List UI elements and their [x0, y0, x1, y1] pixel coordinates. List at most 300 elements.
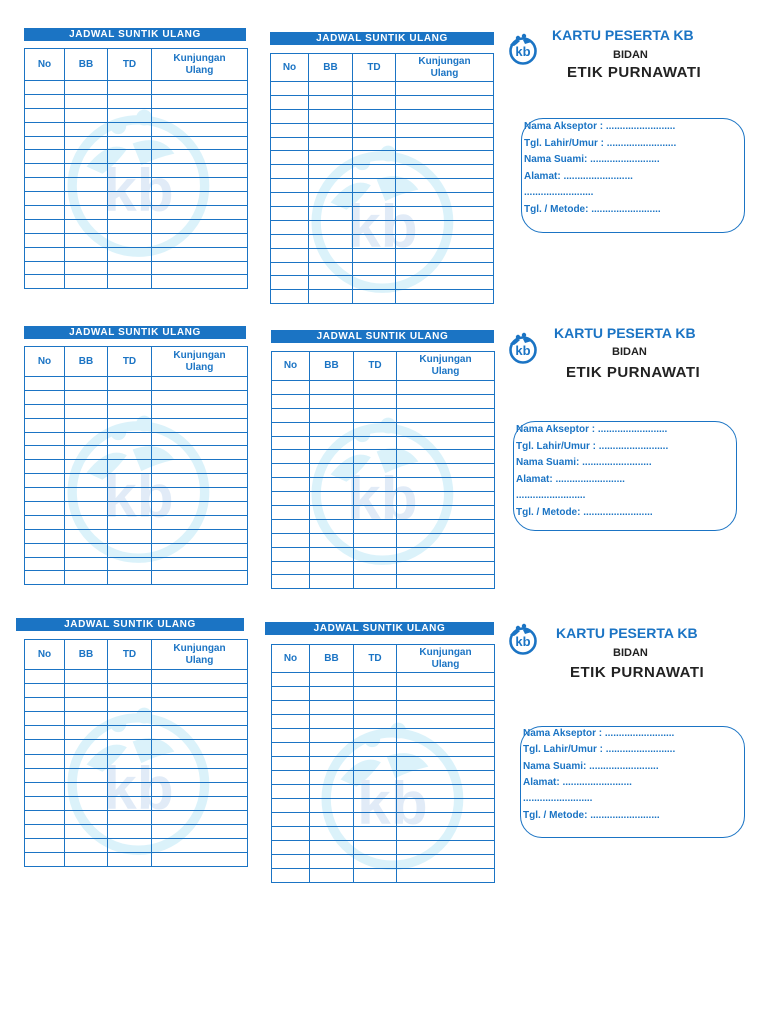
table-cell[interactable]: [272, 855, 310, 869]
table-cell[interactable]: [25, 825, 65, 839]
table-cell[interactable]: [272, 381, 310, 395]
table-cell[interactable]: [65, 796, 108, 810]
table-cell[interactable]: [354, 381, 397, 395]
table-cell[interactable]: [25, 571, 65, 585]
field-tgl-lahir-umur[interactable]: Tgl. Lahir/Umur : .........................: [524, 137, 677, 149]
table-cell[interactable]: [108, 474, 152, 488]
table-cell[interactable]: [108, 684, 152, 698]
table-cell[interactable]: [272, 547, 310, 561]
table-cell[interactable]: [310, 394, 354, 408]
table-cell[interactable]: [271, 290, 309, 304]
table-cell[interactable]: [25, 150, 65, 164]
table-cell[interactable]: [152, 178, 248, 192]
table-cell[interactable]: [354, 813, 397, 827]
table-cell[interactable]: [272, 478, 310, 492]
table-cell[interactable]: [397, 436, 495, 450]
table-cell[interactable]: [354, 827, 397, 841]
table-cell[interactable]: [152, 825, 248, 839]
table-cell[interactable]: [309, 109, 353, 123]
table-cell[interactable]: [152, 474, 248, 488]
table-cell[interactable]: [65, 782, 108, 796]
table-cell[interactable]: [65, 502, 108, 516]
table-cell[interactable]: [309, 82, 353, 96]
table-cell[interactable]: [152, 247, 248, 261]
table-cell[interactable]: [152, 122, 248, 136]
table-cell[interactable]: [152, 698, 248, 712]
table-cell[interactable]: [152, 150, 248, 164]
table-cell[interactable]: [397, 771, 495, 785]
table-cell[interactable]: [108, 261, 152, 275]
table-cell[interactable]: [354, 673, 397, 687]
table-cell[interactable]: [397, 547, 495, 561]
table-cell[interactable]: [272, 533, 310, 547]
table-cell[interactable]: [65, 529, 108, 543]
table-cell[interactable]: [65, 206, 108, 220]
table-cell[interactable]: [354, 533, 397, 547]
table-cell[interactable]: [152, 543, 248, 557]
table-cell[interactable]: [152, 796, 248, 810]
table-cell[interactable]: [152, 377, 248, 391]
table-cell[interactable]: [354, 869, 397, 883]
table-cell[interactable]: [354, 687, 397, 701]
table-cell[interactable]: [397, 715, 495, 729]
table-cell[interactable]: [310, 687, 354, 701]
table-cell[interactable]: [354, 506, 397, 520]
table-cell[interactable]: [108, 796, 152, 810]
field-nama-suami[interactable]: Nama Suami: .........................: [524, 154, 660, 165]
table-cell[interactable]: [396, 95, 494, 109]
table-cell[interactable]: [25, 247, 65, 261]
table-cell[interactable]: [25, 502, 65, 516]
table-cell[interactable]: [152, 768, 248, 782]
table-cell[interactable]: [272, 422, 310, 436]
field-nama-akseptor[interactable]: Nama Akseptor : .........................: [523, 728, 675, 739]
table-cell[interactable]: [310, 381, 354, 395]
table-cell[interactable]: [353, 234, 396, 248]
table-cell[interactable]: [397, 575, 495, 589]
table-cell[interactable]: [152, 670, 248, 684]
table-cell[interactable]: [271, 109, 309, 123]
table-cell[interactable]: [310, 785, 354, 799]
table-cell[interactable]: [309, 151, 353, 165]
table-cell[interactable]: [353, 179, 396, 193]
table-cell[interactable]: [396, 276, 494, 290]
table-cell[interactable]: [65, 543, 108, 557]
table-cell[interactable]: [309, 137, 353, 151]
table-cell[interactable]: [65, 233, 108, 247]
table-cell[interactable]: [271, 262, 309, 276]
table-cell[interactable]: [25, 712, 65, 726]
table-cell[interactable]: [310, 729, 354, 743]
table-cell[interactable]: [152, 571, 248, 585]
table-cell[interactable]: [152, 684, 248, 698]
table-cell[interactable]: [25, 726, 65, 740]
table-cell[interactable]: [108, 275, 152, 289]
table-cell[interactable]: [65, 839, 108, 853]
table-cell[interactable]: [108, 404, 152, 418]
table-cell[interactable]: [25, 81, 65, 95]
table-cell[interactable]: [396, 151, 494, 165]
table-cell[interactable]: [108, 446, 152, 460]
table-cell[interactable]: [397, 519, 495, 533]
table-cell[interactable]: [65, 474, 108, 488]
table-cell[interactable]: [271, 207, 309, 221]
table-cell[interactable]: [152, 136, 248, 150]
table-cell[interactable]: [309, 248, 353, 262]
field-alamat-line2[interactable]: .........................: [516, 490, 586, 501]
table-cell[interactable]: [396, 179, 494, 193]
table-cell[interactable]: [25, 796, 65, 810]
table-cell[interactable]: [25, 698, 65, 712]
table-cell[interactable]: [25, 529, 65, 543]
table-cell[interactable]: [65, 390, 108, 404]
table-cell[interactable]: [353, 276, 396, 290]
table-cell[interactable]: [310, 450, 354, 464]
table-cell[interactable]: [108, 810, 152, 824]
table-cell[interactable]: [310, 492, 354, 506]
table-cell[interactable]: [310, 743, 354, 757]
table-cell[interactable]: [354, 561, 397, 575]
field-tgl-metode[interactable]: Tgl. / Metode: .........................: [524, 203, 661, 215]
table-cell[interactable]: [397, 855, 495, 869]
table-cell[interactable]: [271, 95, 309, 109]
field-tgl-lahir-umur[interactable]: Tgl. Lahir/Umur : .........................: [516, 440, 669, 452]
table-cell[interactable]: [65, 94, 108, 108]
table-cell[interactable]: [152, 515, 248, 529]
table-cell[interactable]: [108, 247, 152, 261]
table-cell[interactable]: [271, 276, 309, 290]
table-cell[interactable]: [353, 248, 396, 262]
table-cell[interactable]: [310, 827, 354, 841]
table-cell[interactable]: [397, 381, 495, 395]
table-cell[interactable]: [65, 825, 108, 839]
table-cell[interactable]: [354, 478, 397, 492]
table-cell[interactable]: [354, 575, 397, 589]
table-cell[interactable]: [396, 234, 494, 248]
table-cell[interactable]: [272, 841, 310, 855]
table-cell[interactable]: [354, 394, 397, 408]
table-cell[interactable]: [108, 81, 152, 95]
table-cell[interactable]: [310, 799, 354, 813]
table-cell[interactable]: [152, 206, 248, 220]
table-cell[interactable]: [271, 179, 309, 193]
table-cell[interactable]: [354, 785, 397, 799]
table-cell[interactable]: [108, 488, 152, 502]
table-cell[interactable]: [108, 712, 152, 726]
table-cell[interactable]: [65, 515, 108, 529]
table-cell[interactable]: [272, 673, 310, 687]
field-nama-suami[interactable]: Nama Suami: .........................: [516, 457, 652, 468]
table-cell[interactable]: [310, 841, 354, 855]
table-cell[interactable]: [108, 571, 152, 585]
table-cell[interactable]: [397, 743, 495, 757]
table-cell[interactable]: [25, 684, 65, 698]
table-cell[interactable]: [25, 206, 65, 220]
table-cell[interactable]: [152, 502, 248, 516]
field-tgl-lahir-umur[interactable]: Tgl. Lahir/Umur : .........................: [523, 744, 676, 756]
table-cell[interactable]: [152, 108, 248, 122]
table-cell[interactable]: [25, 219, 65, 233]
table-cell[interactable]: [25, 377, 65, 391]
table-cell[interactable]: [310, 855, 354, 869]
table-cell[interactable]: [25, 515, 65, 529]
table-cell[interactable]: [152, 740, 248, 754]
table-cell[interactable]: [353, 262, 396, 276]
table-cell[interactable]: [65, 150, 108, 164]
table-cell[interactable]: [25, 446, 65, 460]
table-cell[interactable]: [272, 408, 310, 422]
table-cell[interactable]: [354, 464, 397, 478]
table-cell[interactable]: [272, 799, 310, 813]
table-cell[interactable]: [25, 754, 65, 768]
table-cell[interactable]: [65, 740, 108, 754]
table-cell[interactable]: [25, 108, 65, 122]
table-cell[interactable]: [152, 488, 248, 502]
table-cell[interactable]: [25, 164, 65, 178]
table-cell[interactable]: [354, 799, 397, 813]
table-cell[interactable]: [108, 122, 152, 136]
table-cell[interactable]: [310, 869, 354, 883]
table-cell[interactable]: [354, 492, 397, 506]
table-cell[interactable]: [108, 839, 152, 853]
table-cell[interactable]: [108, 432, 152, 446]
table-cell[interactable]: [310, 533, 354, 547]
table-cell[interactable]: [108, 754, 152, 768]
table-cell[interactable]: [353, 165, 396, 179]
table-cell[interactable]: [272, 827, 310, 841]
table-cell[interactable]: [65, 247, 108, 261]
table-cell[interactable]: [108, 460, 152, 474]
table-cell[interactable]: [271, 220, 309, 234]
table-cell[interactable]: [272, 701, 310, 715]
table-cell[interactable]: [108, 178, 152, 192]
table-cell[interactable]: [65, 404, 108, 418]
table-cell[interactable]: [310, 422, 354, 436]
table-cell[interactable]: [397, 869, 495, 883]
table-cell[interactable]: [108, 377, 152, 391]
table-cell[interactable]: [152, 275, 248, 289]
table-cell[interactable]: [108, 150, 152, 164]
table-cell[interactable]: [65, 712, 108, 726]
table-cell[interactable]: [65, 192, 108, 206]
table-cell[interactable]: [25, 136, 65, 150]
table-cell[interactable]: [25, 474, 65, 488]
table-cell[interactable]: [353, 109, 396, 123]
table-cell[interactable]: [108, 726, 152, 740]
field-nama-suami[interactable]: Nama Suami: .........................: [523, 760, 659, 772]
table-cell[interactable]: [152, 446, 248, 460]
table-cell[interactable]: [310, 436, 354, 450]
table-cell[interactable]: [310, 701, 354, 715]
table-cell[interactable]: [309, 290, 353, 304]
table-cell[interactable]: [310, 715, 354, 729]
table-cell[interactable]: [65, 377, 108, 391]
table-cell[interactable]: [65, 571, 108, 585]
table-cell[interactable]: [108, 740, 152, 754]
table-cell[interactable]: [25, 782, 65, 796]
table-cell[interactable]: [272, 687, 310, 701]
table-cell[interactable]: [25, 853, 65, 867]
table-cell[interactable]: [396, 220, 494, 234]
table-cell[interactable]: [354, 771, 397, 785]
table-cell[interactable]: [108, 108, 152, 122]
table-cell[interactable]: [397, 687, 495, 701]
table-cell[interactable]: [25, 543, 65, 557]
table-cell[interactable]: [272, 869, 310, 883]
table-cell[interactable]: [397, 408, 495, 422]
table-cell[interactable]: [354, 757, 397, 771]
table-cell[interactable]: [25, 839, 65, 853]
table-cell[interactable]: [108, 557, 152, 571]
table-cell[interactable]: [396, 137, 494, 151]
table-cell[interactable]: [65, 768, 108, 782]
table-cell[interactable]: [272, 464, 310, 478]
table-cell[interactable]: [353, 151, 396, 165]
table-cell[interactable]: [108, 206, 152, 220]
table-cell[interactable]: [65, 557, 108, 571]
table-cell[interactable]: [65, 460, 108, 474]
table-cell[interactable]: [309, 123, 353, 137]
table-cell[interactable]: [354, 743, 397, 757]
table-cell[interactable]: [65, 108, 108, 122]
table-cell[interactable]: [396, 109, 494, 123]
table-cell[interactable]: [108, 670, 152, 684]
table-cell[interactable]: [152, 390, 248, 404]
table-cell[interactable]: [397, 841, 495, 855]
table-cell[interactable]: [25, 178, 65, 192]
table-cell[interactable]: [354, 422, 397, 436]
table-cell[interactable]: [309, 193, 353, 207]
table-cell[interactable]: [108, 698, 152, 712]
table-cell[interactable]: [310, 813, 354, 827]
table-cell[interactable]: [353, 193, 396, 207]
table-cell[interactable]: [152, 460, 248, 474]
table-cell[interactable]: [108, 390, 152, 404]
table-cell[interactable]: [108, 529, 152, 543]
table-cell[interactable]: [152, 219, 248, 233]
table-cell[interactable]: [396, 207, 494, 221]
table-cell[interactable]: [25, 404, 65, 418]
table-cell[interactable]: [353, 290, 396, 304]
table-cell[interactable]: [152, 557, 248, 571]
table-cell[interactable]: [152, 853, 248, 867]
table-cell[interactable]: [152, 192, 248, 206]
table-cell[interactable]: [25, 418, 65, 432]
table-cell[interactable]: [397, 533, 495, 547]
table-cell[interactable]: [271, 193, 309, 207]
table-cell[interactable]: [397, 492, 495, 506]
table-cell[interactable]: [272, 519, 310, 533]
table-cell[interactable]: [309, 179, 353, 193]
table-cell[interactable]: [108, 418, 152, 432]
table-cell[interactable]: [108, 543, 152, 557]
table-cell[interactable]: [152, 726, 248, 740]
table-cell[interactable]: [65, 670, 108, 684]
table-cell[interactable]: [353, 95, 396, 109]
table-cell[interactable]: [108, 233, 152, 247]
table-cell[interactable]: [310, 757, 354, 771]
field-alamat[interactable]: Alamat: .........................: [524, 170, 633, 182]
table-cell[interactable]: [309, 276, 353, 290]
table-cell[interactable]: [65, 853, 108, 867]
table-cell[interactable]: [25, 460, 65, 474]
table-cell[interactable]: [272, 729, 310, 743]
field-nama-akseptor[interactable]: Nama Akseptor : .........................: [524, 121, 676, 132]
table-cell[interactable]: [354, 436, 397, 450]
table-cell[interactable]: [354, 841, 397, 855]
table-cell[interactable]: [353, 82, 396, 96]
table-cell[interactable]: [396, 82, 494, 96]
table-cell[interactable]: [309, 95, 353, 109]
table-cell[interactable]: [397, 464, 495, 478]
table-cell[interactable]: [310, 771, 354, 785]
table-cell[interactable]: [396, 262, 494, 276]
table-cell[interactable]: [310, 547, 354, 561]
table-cell[interactable]: [397, 561, 495, 575]
table-cell[interactable]: [397, 785, 495, 799]
table-cell[interactable]: [353, 207, 396, 221]
table-cell[interactable]: [397, 478, 495, 492]
table-cell[interactable]: [272, 436, 310, 450]
field-tgl-metode[interactable]: Tgl. / Metode: .........................: [516, 506, 653, 518]
table-cell[interactable]: [310, 506, 354, 520]
table-cell[interactable]: [310, 673, 354, 687]
table-cell[interactable]: [271, 151, 309, 165]
table-cell[interactable]: [152, 261, 248, 275]
table-cell[interactable]: [108, 502, 152, 516]
table-cell[interactable]: [152, 418, 248, 432]
table-cell[interactable]: [152, 81, 248, 95]
table-cell[interactable]: [65, 418, 108, 432]
table-cell[interactable]: [152, 810, 248, 824]
table-cell[interactable]: [25, 233, 65, 247]
table-cell[interactable]: [309, 220, 353, 234]
table-cell[interactable]: [397, 757, 495, 771]
field-alamat[interactable]: Alamat: .........................: [516, 473, 625, 485]
table-cell[interactable]: [65, 684, 108, 698]
table-cell[interactable]: [353, 220, 396, 234]
table-cell[interactable]: [152, 404, 248, 418]
table-cell[interactable]: [108, 825, 152, 839]
table-cell[interactable]: [108, 768, 152, 782]
table-cell[interactable]: [271, 137, 309, 151]
table-cell[interactable]: [25, 432, 65, 446]
table-cell[interactable]: [354, 855, 397, 869]
table-cell[interactable]: [397, 701, 495, 715]
table-cell[interactable]: [271, 123, 309, 137]
field-alamat-line2[interactable]: .........................: [524, 187, 594, 198]
table-cell[interactable]: [25, 670, 65, 684]
table-cell[interactable]: [25, 390, 65, 404]
table-cell[interactable]: [396, 290, 494, 304]
table-cell[interactable]: [309, 207, 353, 221]
table-cell[interactable]: [108, 782, 152, 796]
table-cell[interactable]: [152, 164, 248, 178]
field-alamat-line2[interactable]: .........................: [523, 793, 593, 805]
table-cell[interactable]: [25, 261, 65, 275]
table-cell[interactable]: [272, 715, 310, 729]
table-cell[interactable]: [310, 408, 354, 422]
table-cell[interactable]: [65, 136, 108, 150]
table-cell[interactable]: [271, 82, 309, 96]
table-cell[interactable]: [25, 488, 65, 502]
table-cell[interactable]: [397, 799, 495, 813]
table-cell[interactable]: [65, 178, 108, 192]
table-cell[interactable]: [272, 506, 310, 520]
table-cell[interactable]: [354, 408, 397, 422]
table-cell[interactable]: [65, 164, 108, 178]
table-cell[interactable]: [396, 165, 494, 179]
